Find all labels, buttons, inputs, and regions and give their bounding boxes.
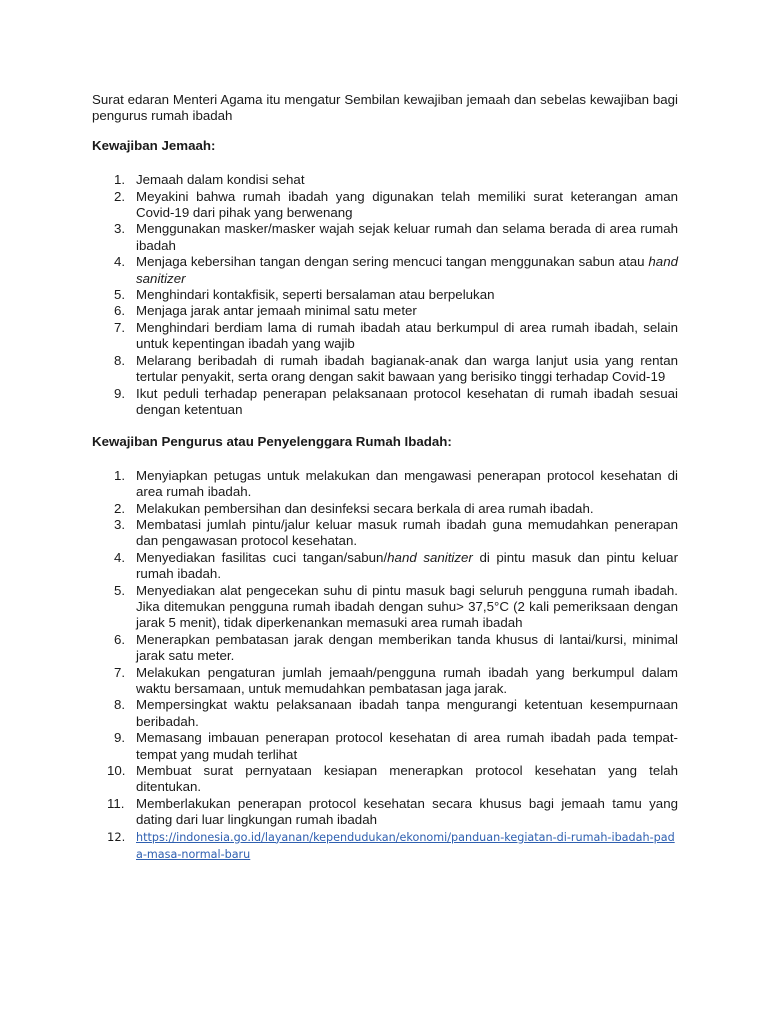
list-kewajiban-jemaah bbox=[92, 172, 678, 418]
list-item: 5. Menghindari kontakfisik, seperti bersalaman atau berpelukan bbox=[114, 287, 495, 303]
list-item: 8. Melarang beribadah di rumah ibadah bagianak-anak dan warga lanjut usia yang rentan tertular penyakit, serta orang dengan sakit bawaan yang berisiko tinggi terhadap Covid-19 bbox=[114, 352, 678, 385]
list-kewajiban-pengurus bbox=[92, 468, 678, 864]
list-item: 10. Membuat surat pernyataan kesiapan menerapkan protocol kesehatan yang telah ditentukan. bbox=[107, 763, 678, 795]
list-item: 4. Menjaga kebersihan tangan dengan sering mencuci tangan menggunakan sabun atau hand sanitizer bbox=[114, 254, 678, 286]
italic-term: hand sanitizer bbox=[136, 254, 678, 286]
list-item: 9. Ikut peduli terhadap penerapan pelaksanaan protocol kesehatan di rumah ibadah sesuai dengan ketentuan bbox=[114, 385, 678, 417]
document-page bbox=[92, 92, 678, 863]
list-item: 6. Menjaga jarak antar jemaah minimal satu meter bbox=[114, 303, 417, 319]
source-link[interactable]: https://indonesia.go.id/layanan/kependudukan/ekonomi/panduan-kegiatan-di-rumah-ibadah-pada-masa-normal-baru bbox=[136, 830, 675, 862]
list-item: 5. Menyediakan alat pengecekan suhu di pintu masuk bagi seluruh pengguna rumah ibadah. Jika ditemukan pengguna rumah ibadah dengan suhu> 37,5°C (2 kali pemeriksaan dengan jarak 5 menit), tidak diperkenankan memasuki area rumah ibadah bbox=[114, 582, 678, 631]
list-item: 7. Menghindari berdiam lama di rumah ibadah atau berkumpul di area rumah ibadah, selain untuk kepentingan ibadah yang wajib bbox=[114, 319, 678, 352]
list-item: 2. Meyakini bahwa rumah ibadah yang digunakan telah memiliki surat keterangan aman Covid-19 dari pihak yang berwenang bbox=[114, 188, 678, 221]
list-item: 4. Menyediakan fasilitas cuci tangan/sabun/hand sanitizer di pintu masuk dan pintu keluar rumah ibadah. bbox=[114, 549, 678, 582]
list-item: 6. Menerapkan pembatasan jarak dengan memberikan tanda khusus di lantai/kursi, minimal jarak satu meter. bbox=[114, 631, 678, 664]
section-heading-jemaah: Kewajiban Jemaah: bbox=[92, 137, 216, 153]
list-item: 2. Melakukan pembersihan dan desinfeksi secara berkala di area rumah ibadah. bbox=[114, 500, 594, 516]
list-item: 12. https://indonesia.go.id/layanan/kependudukan/ekonomi/panduan-kegiatan-di-rumah-ibadah-pada-masa-normal-baru bbox=[107, 829, 675, 862]
italic-term: hand sanitizer bbox=[387, 549, 473, 565]
section-heading-pengurus: Kewajiban Pengurus atau Penyelenggara Rumah Ibadah: bbox=[92, 434, 452, 450]
list-item: 1. Jemaah dalam kondisi sehat bbox=[114, 172, 305, 188]
list-item: 3. Membatasi jumlah pintu/jalur keluar masuk rumah ibadah guna memudahkan penerapan dan pengawasan protocol kesehatan. bbox=[114, 516, 678, 549]
list-item: 11. Memberlakukan penerapan protocol kesehatan secara khusus bagi jemaah tamu yang dating dari luar lingkungan rumah ibadah bbox=[107, 795, 678, 828]
list-item: 7. Melakukan pengaturan jumlah jemaah/pengguna rumah ibadah yang berkumpul dalam waktu bersamaan, untuk memudahkan pembatasan jaga jarak. bbox=[114, 664, 678, 696]
list-item: 9. Memasang imbauan penerapan protocol kesehatan di area rumah ibadah pada tempat-tempat yang mudah terlihat bbox=[114, 730, 678, 762]
intro-paragraph: Surat edaran Menteri Agama itu mengatur Sembilan kewajiban jemaah dan sebelas kewajiban bagi pengurus rumah ibadah bbox=[92, 92, 678, 124]
list-item: 3. Menggunakan masker/masker wajah sejak keluar rumah dan selama berada di area rumah ibadah bbox=[114, 221, 678, 253]
list-item: 1. Menyiapkan petugas untuk melakukan dan mengawasi penerapan protocol kesehatan di area rumah ibadah. bbox=[114, 467, 678, 500]
list-item: 8. Mempersingkat waktu pelaksanaan ibadah tanpa mengurangi ketentuan kesempurnaan beribadah. bbox=[114, 697, 678, 729]
